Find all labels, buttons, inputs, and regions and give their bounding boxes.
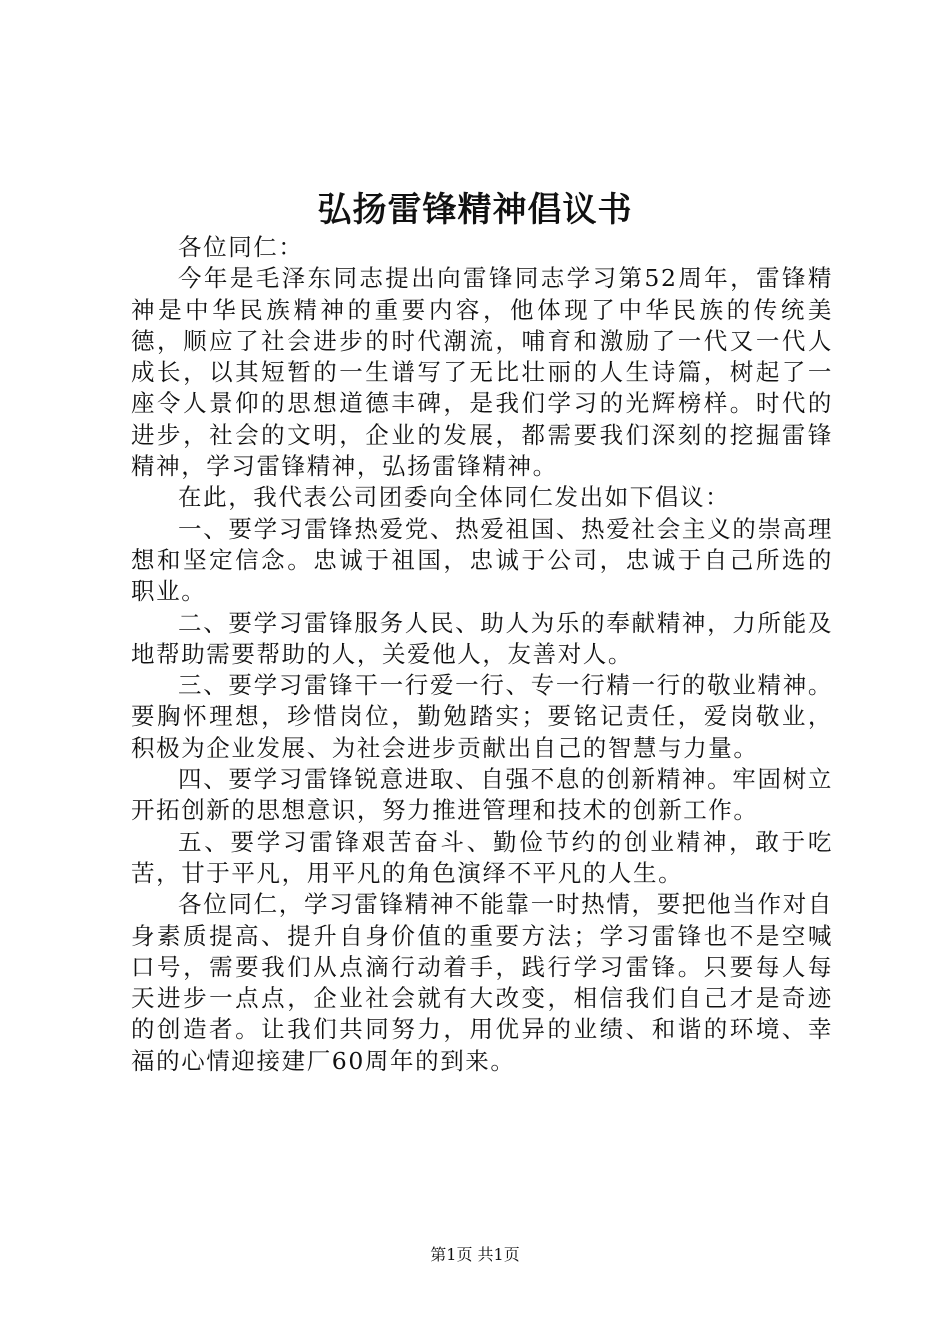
- intro-paragraph: 今年是毛泽东同志提出向雷锋同志学习第52周年，雷锋精神是中华民族精神的重要内容，他体现了中华民族的传统美德，顺应了社会进步的时代潮流，哺育和激励了一代又一代人成长，以其短暂的一生谱写了无比壮丽的人生诗篇，树起了一座令人景仰的思想道德丰碑，是我们学习的光辉榜样。时代的进步，社会的文明，企业的发展，都需要我们深刻的挖掘雷锋精神，学习雷锋精神，弘扬雷锋精神。: [131, 264, 833, 481]
- proposal-lead-paragraph: 在此，我代表公司团委向全体同仁发出如下倡议：: [178, 483, 731, 512]
- page-footer: 第1页 共1页: [430, 1245, 520, 1264]
- proposal-item-4: 四、要学习雷锋锐意进取、自强不息的创新精神。牢固树立开拓创新的思想意识，努力推进管理和技术的创新工作。: [131, 765, 833, 825]
- proposal-item-2: 二、要学习雷锋服务人民、助人为乐的奉献精神，力所能及地帮助需要帮助的人，关爱他人，友善对人。: [131, 608, 833, 668]
- proposal-item-1: 一、要学习雷锋热爱党、热爱祖国、热爱社会主义的崇高理想和坚定信念。忠诚于祖国，忠诚于公司，忠诚于自己所选的职业。: [131, 514, 833, 606]
- closing-paragraph: 各位同仁，学习雷锋精神不能靠一时热情，要把他当作对自身素质提高、提升自身价值的重要方法；学习雷锋也不是空喊口号，需要我们从点滴行动着手，践行学习雷锋。只要每人每天进步一点点，企业社会就有大改变，相信我们自己才是奇迹的创造者。让我们共同努力，用优异的业绩、和谐的环境、幸福的心情迎接建厂60周年的到来。: [131, 890, 833, 1075]
- document-body: [131, 232, 833, 1077]
- proposal-item-3: 三、要学习雷锋干一行爱一行、专一行精一行的敬业精神。要胸怀理想，珍惜岗位，勤勉踏实；要铭记责任，爱岗敬业，积极为企业发展、为社会进步贡献出自己的智慧与力量。: [131, 671, 833, 762]
- document-title: 弘扬雷锋精神倡议书: [317, 190, 633, 230]
- proposal-item-5: 五、要学习雷锋艰苦奋斗、勤俭节约的创业精神，敢于吃苦，甘于平凡，用平凡的角色演绎不平凡的人生。: [131, 827, 833, 887]
- salutation-paragraph: 各位同仁：: [178, 233, 304, 261]
